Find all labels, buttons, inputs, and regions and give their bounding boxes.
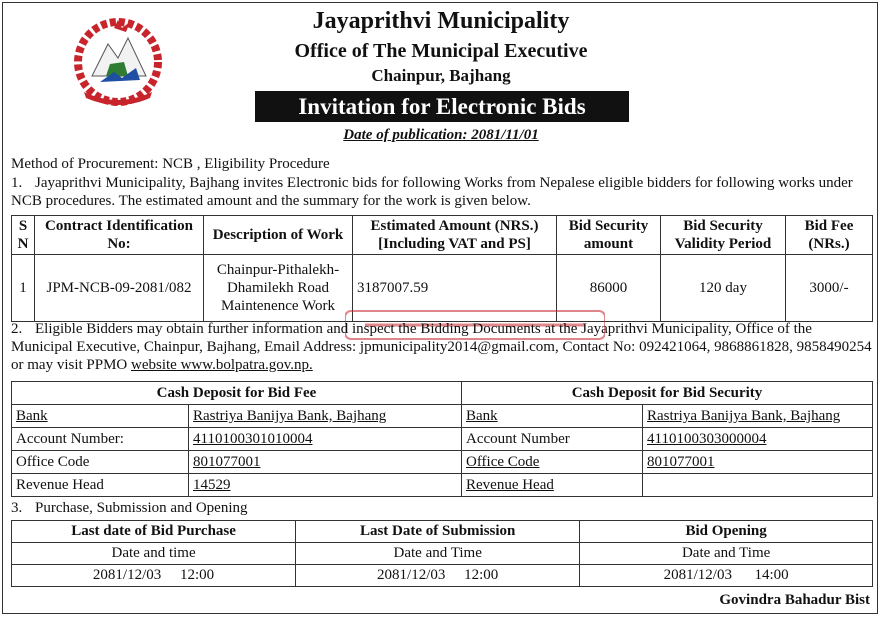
- table-row: [12, 428, 873, 451]
- dates-table-header: [12, 521, 873, 543]
- cell-contract-id: JPM-NCB-09-2081/082: [35, 255, 204, 322]
- signatory-name: Govindra Bahadur Bist: [719, 592, 870, 608]
- revenue-head-value: 14529: [189, 474, 462, 497]
- bid-security-deposit-title: Cash Deposit for Bid Security: [462, 382, 873, 405]
- subheader-opening: Date and Time: [580, 543, 873, 565]
- bank-label: Bank: [462, 405, 643, 428]
- municipality-title: Jayaprithvi Municipality: [312, 8, 570, 34]
- header-description: Description of Work: [204, 216, 353, 255]
- office-code-value: 801077001: [643, 451, 873, 474]
- header-submission: Last Date of Submission: [296, 521, 580, 543]
- header-validity: Bid Security Validity Period: [661, 216, 786, 255]
- table-row: [12, 543, 873, 565]
- bid-fee-deposit-title: Cash Deposit for Bid Fee: [12, 382, 462, 405]
- office-code-value: 801077001: [189, 451, 462, 474]
- office-code-label: Office Code: [462, 451, 643, 474]
- subheader-purchase: Date and time: [12, 543, 296, 565]
- revenue-head-label: Revenue Head: [12, 474, 189, 497]
- cell-validity: 120 day: [661, 255, 786, 322]
- paragraph-2-text: Eligible Bidders may obtain further information and inspect the Bidding Documents at the Jayaprithvi Municipality, Office of the Municipal Executive, Chainpur, Bajhang, Email Address: jpmunicipality2014@gmail.com, Contact No: 092421064, 9868861828, 9858490254 or may visit PPMO: [11, 321, 872, 373]
- purchase-datetime: 2081/12/03 12:00: [12, 565, 296, 587]
- cell-fee: 3000/-: [786, 255, 873, 322]
- account-number-value: 4110100303000004: [643, 428, 873, 451]
- deposit-table: [11, 381, 873, 497]
- location-title: Chainpur, Bajhang: [371, 66, 511, 85]
- revenue-head-label: Revenue Head: [462, 474, 643, 497]
- paragraph-1: [11, 174, 873, 210]
- cell-amount: 3187007.59: [353, 255, 557, 322]
- publication-date: Date of publication: 2081/11/01: [343, 127, 539, 143]
- opening-datetime: 2081/12/03 14:00: [580, 565, 873, 587]
- header-contract-id: Contract Identification No:: [35, 216, 204, 255]
- subheader-submission: Date and Time: [296, 543, 580, 565]
- paragraph-3: [11, 499, 873, 517]
- paragraph-2: [11, 320, 873, 374]
- table-row: [12, 565, 873, 587]
- header-estimated-amount: Estimated Amount (NRS.) [Including VAT and PS]: [353, 216, 557, 255]
- header-bid-security: Bid Security amount: [557, 216, 661, 255]
- paragraph-3-number: 3.: [11, 500, 23, 516]
- header-bid-opening: Bid Opening: [580, 521, 873, 543]
- cell-sn: 1: [12, 255, 35, 322]
- office-title: Office of The Municipal Executive: [294, 40, 588, 62]
- account-number-label: Account Number: [462, 428, 643, 451]
- table-row: [12, 451, 873, 474]
- header-bid-fee: Bid Fee (NRs.): [786, 216, 873, 255]
- bolpatra-link[interactable]: website www.bolpatra.gov.np.: [131, 357, 313, 373]
- bank-value: Rastriya Banijya Bank, Bajhang: [643, 405, 873, 428]
- account-number-label: Account Number:: [12, 428, 189, 451]
- dates-table: [11, 520, 873, 587]
- header-sn: S N: [12, 216, 35, 255]
- bank-label: Bank: [12, 405, 189, 428]
- submission-datetime: 2081/12/03 12:00: [296, 565, 580, 587]
- header-bid-purchase: Last date of Bid Purchase: [12, 521, 296, 543]
- paragraph-1-text: Jayaprithvi Municipality, Bajhang invites Electronic bids for following Works from Nepalese eligible bidders for following works under NCB procedures. The estimated amount and the summary for the work is given below.: [11, 175, 853, 209]
- procurement-method: Method of Procurement: NCB , Eligibility Procedure: [11, 156, 330, 172]
- revenue-head-value: [643, 474, 873, 497]
- paragraph-1-number: 1.: [11, 175, 23, 191]
- cell-security: 86000: [557, 255, 661, 322]
- paragraph-3-text: Purchase, Submission and Opening: [35, 500, 248, 516]
- bank-value: Rastriya Banijya Bank, Bajhang: [189, 405, 462, 428]
- account-number-value: 4110100301010004: [189, 428, 462, 451]
- cell-description: Chainpur-Pithalekh-Dhamilekh Road Maintenence Work: [204, 255, 353, 322]
- invitation-banner: Invitation for Electronic Bids: [255, 91, 629, 122]
- deposit-table-header: [12, 382, 873, 405]
- table-row: [12, 474, 873, 497]
- office-code-label: Office Code: [12, 451, 189, 474]
- paragraph-2-number: 2.: [11, 321, 23, 337]
- works-table-header: [12, 216, 873, 255]
- table-row: [12, 405, 873, 428]
